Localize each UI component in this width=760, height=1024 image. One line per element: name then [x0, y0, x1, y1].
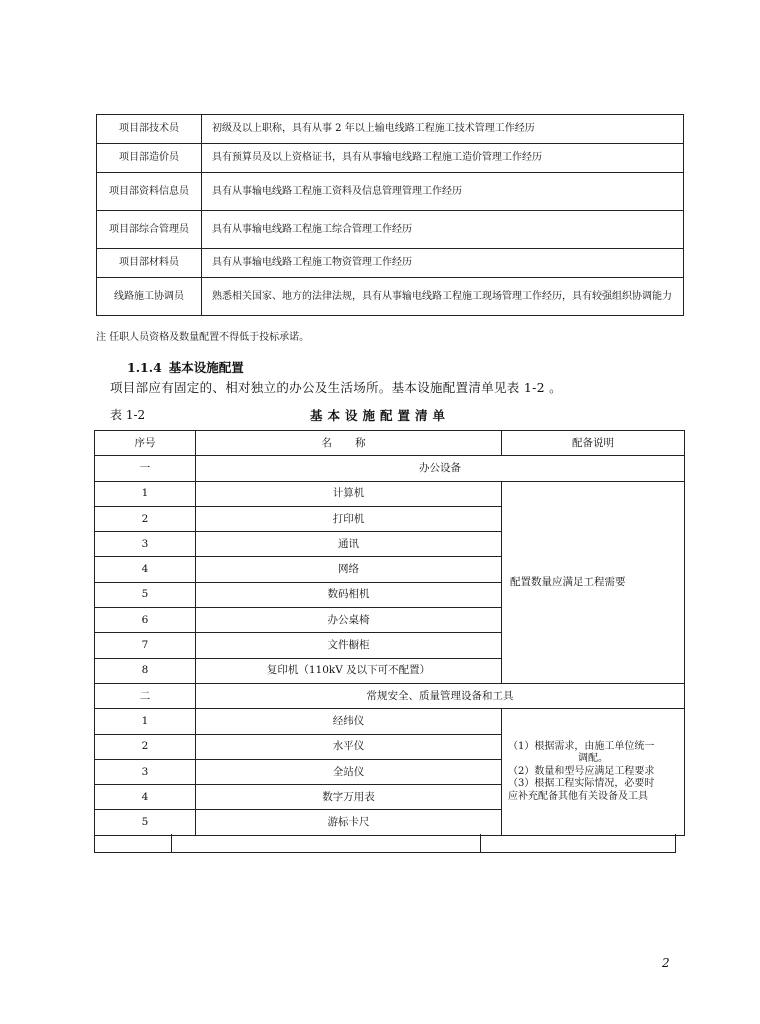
table-row	[97, 173, 684, 211]
table-row	[97, 115, 684, 144]
item-seq: 8	[95, 658, 196, 683]
staff-role: 线路施工协调员	[97, 278, 202, 316]
header-seq: 序号	[95, 431, 196, 456]
staff-requirements-table	[96, 114, 684, 316]
item-seq: 4	[95, 557, 196, 582]
staff-requirement: 具有从事输电线路工程施工资料及信息管理管理工作经历	[202, 173, 684, 211]
page-number: 2	[662, 956, 670, 970]
header-name: 名 称	[196, 431, 502, 456]
table-row	[97, 211, 684, 249]
item-seq: 7	[95, 633, 196, 658]
table-row	[95, 481, 685, 506]
facility-table	[94, 430, 685, 836]
staff-requirement: 熟悉相关国家、地方的法律法规，具有从事输电线路工程施工现场管理工作经历，具有较强组织协调能力	[202, 278, 684, 316]
staff-role: 项目部综合管理员	[97, 211, 202, 249]
item-name: 游标卡尺	[196, 810, 502, 835]
remark-line: （2）数量和型号应满足工程要求	[508, 765, 655, 777]
item-seq: 3	[95, 532, 196, 557]
table-label: 表 1-2	[110, 408, 146, 422]
item-name: 数码相机	[196, 582, 502, 607]
staff-requirement: 具有从事输电线路工程施工物资管理工作经历	[202, 249, 684, 278]
group-title: 常规安全、质量管理设备和工具	[196, 683, 685, 708]
group-seq: 一	[95, 456, 196, 481]
item-name: 水平仪	[196, 734, 502, 759]
item-seq: 4	[95, 785, 196, 810]
section-title: 基本设施配置	[168, 360, 244, 375]
item-name: 全站仪	[196, 759, 502, 784]
divider	[480, 834, 481, 853]
divider	[171, 834, 172, 853]
staff-requirement: 具有预算员及以上资格证书，具有从事输电线路工程施工造价管理工作经历	[202, 144, 684, 173]
table-trailing-row	[94, 834, 676, 853]
item-seq: 3	[95, 759, 196, 784]
table-title: 基本设施配置清单	[309, 408, 450, 423]
header-remark: 配备说明	[502, 431, 685, 456]
group-remark	[502, 481, 685, 683]
table-row	[95, 709, 685, 734]
group-title: 办公设备	[196, 456, 685, 481]
remark-line: （3）根据工程实际情况，必要时	[508, 778, 655, 790]
item-name: 复印机（110kV 及以下可不配置）	[196, 658, 502, 683]
item-seq: 5	[95, 810, 196, 835]
item-name: 通讯	[196, 532, 502, 557]
section-heading	[127, 358, 244, 376]
staff-requirement: 初级及以上职称，具有从事 2 年以上输电线路工程施工技术管理工作经历	[202, 115, 684, 144]
item-seq: 1	[95, 709, 196, 734]
staff-role: 项目部材料员	[97, 249, 202, 278]
item-name: 数字万用表	[196, 785, 502, 810]
table-row	[97, 278, 684, 316]
item-name: 文件橱柜	[196, 633, 502, 658]
table-row	[97, 249, 684, 278]
remark-line: （1）根据需求，由施工单位统一	[508, 740, 655, 752]
item-name: 经纬仪	[196, 709, 502, 734]
group-row	[95, 456, 685, 481]
item-name: 打印机	[196, 506, 502, 531]
remark-line: 配置数量应满足工程需要	[510, 575, 626, 588]
item-seq: 5	[95, 582, 196, 607]
remark-line: 应补充配备其他有关设备及工具	[508, 790, 648, 802]
staff-role: 项目部资料信息员	[97, 173, 202, 211]
group-seq: 二	[95, 683, 196, 708]
section-paragraph: 项目部应有固定的、相对独立的办公及生活场所。基本设施配置清单见表 1-2 。	[110, 380, 562, 395]
table-row	[97, 144, 684, 173]
staff-requirement: 具有从事输电线路工程施工综合管理工作经历	[202, 211, 684, 249]
table-note: 注 任职人员资格及数量配置不得低于投标承诺。	[96, 332, 310, 343]
group-row	[95, 683, 685, 708]
staff-role: 项目部技术员	[97, 115, 202, 144]
table-header-row	[95, 431, 685, 456]
staff-role: 项目部造价员	[97, 144, 202, 173]
item-seq: 6	[95, 608, 196, 633]
item-seq: 2	[95, 734, 196, 759]
group-remark	[502, 709, 685, 835]
item-seq: 2	[95, 506, 196, 531]
item-name: 网络	[196, 557, 502, 582]
item-name: 计算机	[196, 481, 502, 506]
section-number: 1.1.4	[127, 360, 162, 375]
item-name: 办公桌椅	[196, 608, 502, 633]
remark-line: 调配。	[578, 753, 608, 765]
item-seq: 1	[95, 481, 196, 506]
